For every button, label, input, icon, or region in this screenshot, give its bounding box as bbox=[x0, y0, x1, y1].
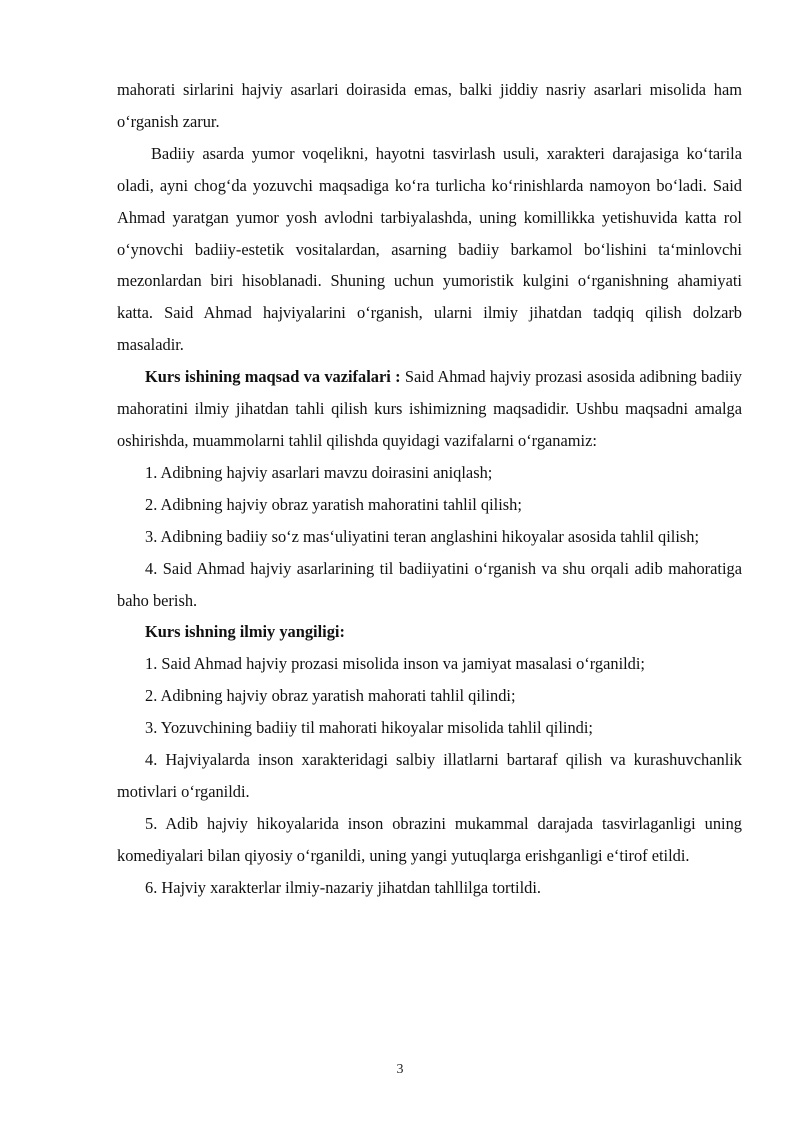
goals-text: Said Ahmad hajviy prozasi asosida adibning badiiy mahoratini ilmiy jihatdan tahli qilish kurs ishimizning maqsadidir. Ushbu maqsadni amalga oshirishda, muammolarni tahlil qilishda quyidagi vazifalarni o‘rganamiz: bbox=[117, 367, 742, 450]
novelty-item-1: 1. Said Ahmad hajviy prozasi misolida inson va jamiyat masalasi o‘rganildi; bbox=[145, 654, 645, 674]
novelty-item-5: 5. Adib hajviy hikoyalarida inson obrazini mukammal darajada tasvirlaganligi uning komediyalari bilan qiyosiy o‘rganildi, uning yangi yutuqlarga erishganligi e‘tirof etildi. bbox=[117, 813, 742, 865]
novelty-item-3: 3. Yozuvchining badiiy til mahorati hikoyalar misolida tahlil qilindi; bbox=[145, 718, 593, 738]
task-item-3: 3. Adibning badiiy so‘z mas‘uliyatini teran anglashini hikoyalar asosida tahlil qilish; bbox=[145, 526, 699, 546]
task-item-4: 4. Said Ahmad hajviy asarlarining til badiiyatini o‘rganish va shu orqali adib mahoratiga baho berish. bbox=[117, 558, 742, 610]
paragraph-continuation: mahorati sirlarini hajviy asarlari doirasida emas, balki jiddiy nasriy asarlari misolida ham o‘rganish zarur. bbox=[117, 80, 742, 131]
goals-heading: Kurs ishining maqsad va vazifalari : bbox=[145, 367, 401, 387]
novelty-heading: Kurs ishning ilmiy yangiligi: bbox=[145, 622, 345, 642]
document-page bbox=[117, 74, 742, 904]
page-number: 3 bbox=[396, 1062, 404, 1077]
task-item-1: 1. Adibning hajviy asarlari mavzu doirasini aniqlash; bbox=[145, 462, 493, 482]
novelty-item-6: 6. Hajviy xarakterlar ilmiy-nazariy jihatdan tahllilga tortildi. bbox=[145, 877, 541, 897]
paragraph-humor-significance: Badiiy asarda yumor voqelikni, hayotni tasvirlash usuli, xarakteri darajasiga ko‘tarila oladi, ayni chog‘da yozuvchi maqsadiga ko‘ra turlicha ko‘rinishlarda namoyon bo‘ladi. Said Ahmad yaratgan yumor yosh avlodni tarbiyalashda, uning komillikka yetishuvida katta rol o‘ynovchi badiiy-estetik vositalardan, asarning badiiy barkamol bo‘lishini ta‘minlovchi mezonlardan biri hisoblanadi. Shuning uchun yumoristik kulgini o‘rganishning ahamiyati katta. Said Ahmad hajviyalarini o‘rganish, ularni ilmiy jihatdan tadqiq qilish dolzarb masaladir. bbox=[117, 143, 742, 355]
novelty-item-2: 2. Adibning hajviy obraz yaratish mahorati tahlil qilindi; bbox=[145, 686, 516, 706]
task-item-2: 2. Adibning hajviy obraz yaratish mahoratini tahlil qilish; bbox=[145, 494, 522, 514]
paragraph-goals bbox=[117, 361, 742, 457]
novelty-item-4: 4. Hajviyalarda inson xarakteridagi salbiy illatlarni bartaraf qilish va kurashuvchanlik motivlari o‘rganildi. bbox=[117, 750, 742, 801]
